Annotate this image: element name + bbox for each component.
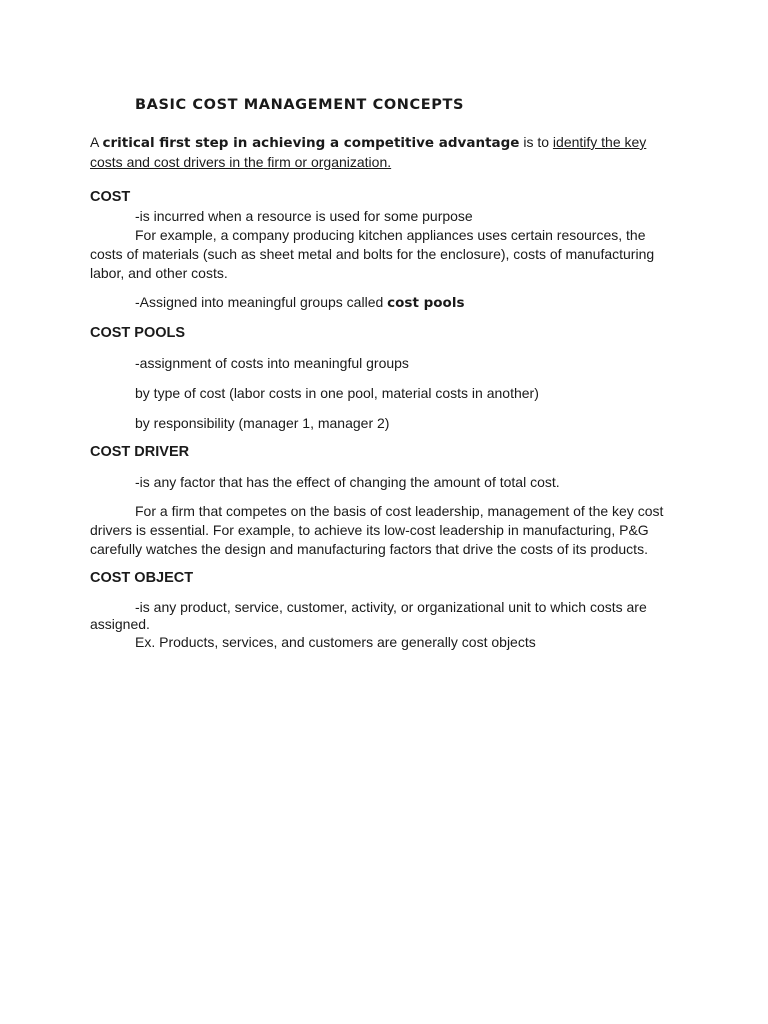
cost-driver-heading: COST DRIVER bbox=[90, 444, 190, 460]
cost-driver-example: For a firm that competes on the basis of cost leadership, management of the key cost drivers is essential. For example, to achieve its low-cost leadership in manufacturing, P&G carefully watches the design and manufacturing factors that drive the costs of its products. bbox=[90, 503, 664, 557]
cost-example: For example, a company producing kitchen appliances uses certain resources, the costs of materials (such as sheet metal and bolts for the enclosure), costs of manufacturing labor, and other costs. bbox=[90, 227, 655, 281]
intro-middle: is to bbox=[519, 134, 553, 150]
cost-object-heading: COST OBJECT bbox=[90, 570, 194, 586]
intro-prefix: A bbox=[90, 134, 103, 150]
intro-paragraph bbox=[90, 133, 682, 172]
intro-bold-phrase: critical first step in achieving a competitive advantage bbox=[102, 135, 520, 151]
cost-object-example: Ex. Products, services, and customers are generally cost objects bbox=[135, 634, 536, 650]
cost-pools-term: cost pools bbox=[387, 295, 465, 311]
cost-pools-by-responsibility: by responsibility (manager 1, manager 2) bbox=[135, 415, 390, 431]
cost-pools-definition: -assignment of costs into meaningful groups bbox=[135, 355, 409, 371]
document-body bbox=[90, 96, 682, 652]
cost-pools-by-type: by type of cost (labor costs in one pool, material costs in another) bbox=[135, 385, 539, 401]
cost-object-definition: -is any product, service, customer, activity, or organizational unit to which costs are assigned. bbox=[90, 599, 647, 632]
cost-heading: COST bbox=[90, 189, 131, 205]
cost-driver-definition: -is any factor that has the effect of changing the amount of total cost. bbox=[135, 474, 560, 490]
document-title: BASIC COST MANAGEMENT CONCEPTS bbox=[135, 97, 464, 113]
intro-underlined-phrase: identify the key costs and cost drivers in the firm or organization. bbox=[90, 134, 647, 170]
cost-definition: -is incurred when a resource is used for some purpose bbox=[135, 208, 473, 224]
cost-assigned-text: -Assigned into meaningful groups called bbox=[135, 294, 388, 310]
cost-pools-heading: COST POOLS bbox=[90, 325, 186, 341]
cost-assigned-line bbox=[90, 293, 682, 313]
